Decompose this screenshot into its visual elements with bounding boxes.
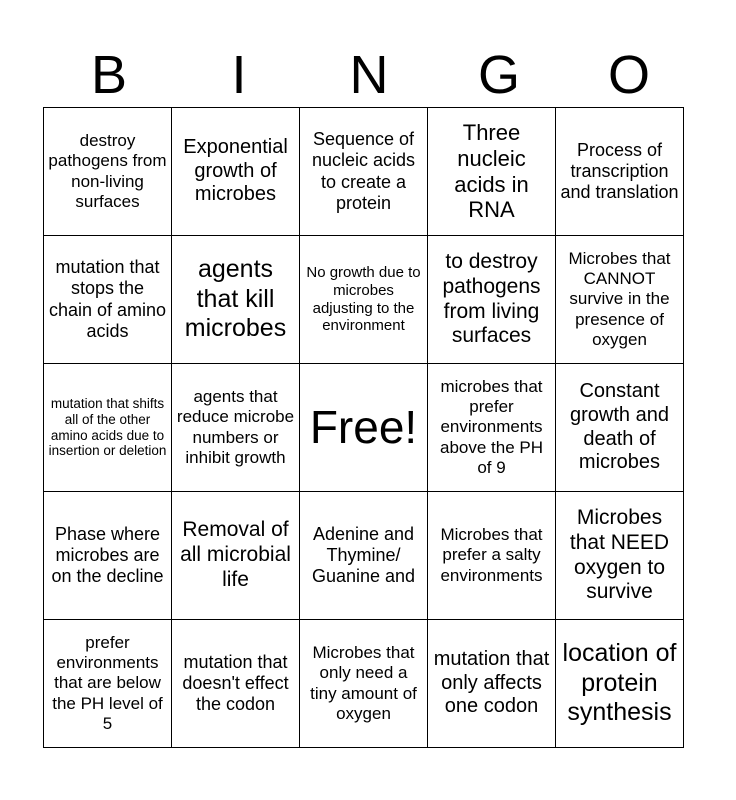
header-letter-o: O [607,45,650,105]
header-letter-i: I [231,45,247,105]
bingo-cell: agents that reduce microbe numbers or inhibit growth [172,364,300,492]
bingo-cell: Constant growth and death of microbes [556,364,684,492]
bingo-cell: Removal of all microbial life [172,492,300,620]
bingo-cell: destroy pathogens from non-living surfaces [44,108,172,236]
bingo-cell: location of protein synthesis [556,620,684,748]
bingo-cell: Microbes that NEED oxygen to survive [556,492,684,620]
bingo-cell: mutation that stops the chain of amino acids [44,236,172,364]
bingo-cell: Sequence of nucleic acids to create a protein [300,108,428,236]
bingo-cell: Three nucleic acids in RNA [428,108,556,236]
bingo-cell: microbes that prefer environments above the PH of 9 [428,364,556,492]
bingo-cell: to destroy pathogens from living surfaces [428,236,556,364]
header-letter-n: N [349,45,389,105]
board-row [44,620,684,748]
bingo-header [44,42,694,108]
bingo-cell: agents that kill microbes [172,236,300,364]
board-row [44,108,684,236]
bingo-cell: Microbes that prefer a salty environments [428,492,556,620]
bingo-board [43,107,684,748]
bingo-cell: mutation that doesn't effect the codon [172,620,300,748]
board-row [44,492,684,620]
header-letter-b: B [90,45,128,105]
board-row [44,236,684,364]
bingo-cell: Adenine and Thymine/ Guanine and [300,492,428,620]
bingo-cell: Phase where microbes are on the decline [44,492,172,620]
bingo-cell: mutation that only affects one codon [428,620,556,748]
bingo-cell: Exponential growth of microbes [172,108,300,236]
bingo-cell: mutation that shifts all of the other amino acids due to insertion or deletion [44,364,172,492]
bingo-cell: prefer environments that are below the PH level of 5 [44,620,172,748]
bingo-cell: Process of transcription and translation [556,108,684,236]
header-letter-g: G [477,45,520,105]
bingo-cell: No growth due to microbes adjusting to the environment [300,236,428,364]
bingo-cell: Microbes that CANNOT survive in the presence of oxygen [556,236,684,364]
board-row [44,364,684,492]
free-space-cell: Free! [300,364,428,492]
bingo-cell: Microbes that only need a tiny amount of oxygen [300,620,428,748]
